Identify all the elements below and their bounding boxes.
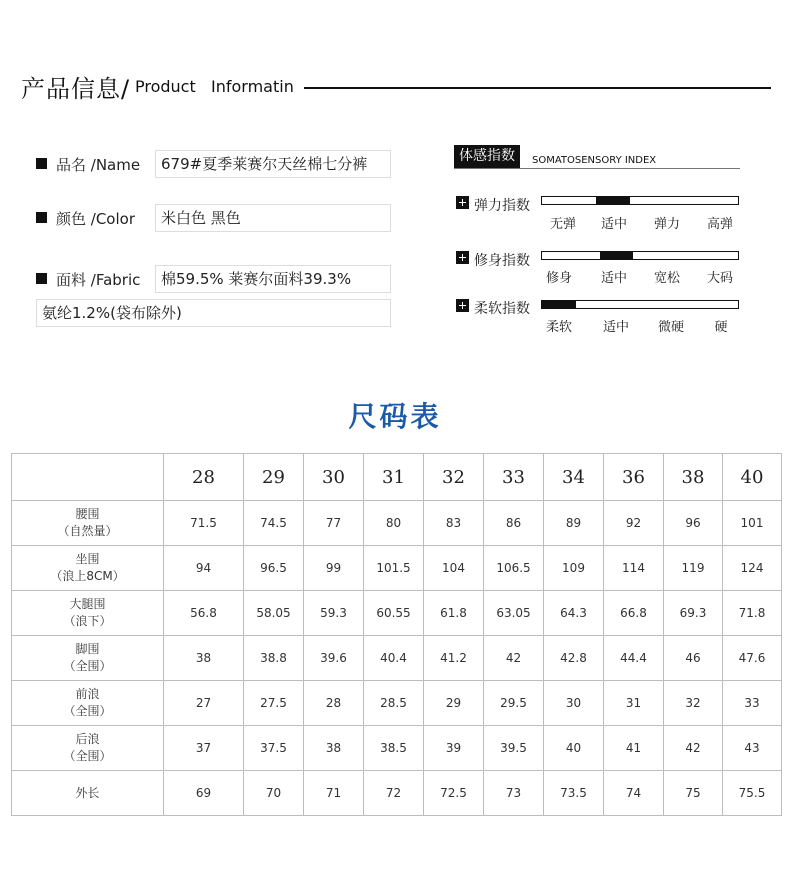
fabric-label: 面料 /Fabric: [56, 271, 141, 289]
table-cell: 106.5: [484, 546, 544, 591]
bullet-square-icon: [36, 158, 47, 169]
row-label: 大腿围 （浪下）: [12, 591, 164, 636]
table-cell: 38: [304, 726, 364, 771]
elasticity-tick: 弹力: [653, 217, 680, 232]
table-cell: 73: [484, 771, 544, 816]
comfort-title: 体感指数: [454, 145, 520, 168]
color-value: 米白色 黑色: [155, 204, 391, 232]
table-cell: 124: [723, 546, 782, 591]
table-cell: 73.5: [544, 771, 604, 816]
size-header-cell: 30: [304, 454, 364, 501]
table-cell: 94: [164, 546, 244, 591]
row-label: 脚围 （全围）: [12, 636, 164, 681]
table-row: [12, 501, 782, 546]
fit-tick: 适中: [600, 271, 627, 286]
table-cell: 43: [723, 726, 782, 771]
table-cell: 60.55: [364, 591, 424, 636]
table-cell: 37.5: [244, 726, 304, 771]
table-cell: 41: [604, 726, 664, 771]
size-header-cell: 36: [604, 454, 664, 501]
bullet-square-icon: [36, 273, 47, 284]
table-cell: 72: [364, 771, 424, 816]
table-cell: 56.8: [164, 591, 244, 636]
elasticity-tick: 适中: [600, 217, 627, 232]
size-header-cell: 29: [244, 454, 304, 501]
table-cell: 80: [364, 501, 424, 546]
fabric-value-line2: 氨纶1.2%(袋布除外): [36, 299, 391, 327]
table-cell: 77: [304, 501, 364, 546]
table-cell: 66.8: [604, 591, 664, 636]
row-label: 腰围 （自然量）: [12, 501, 164, 546]
softness-tick: 微硬: [657, 320, 684, 335]
table-cell: 89: [544, 501, 604, 546]
row-label: 坐围 （浪上8CM）: [12, 546, 164, 591]
size-header-cell: 40: [723, 454, 782, 501]
table-cell: 39.6: [304, 636, 364, 681]
table-row: [12, 681, 782, 726]
elasticity-tick: 无弹: [549, 217, 576, 232]
color-label: 颜色 /Color: [56, 210, 135, 228]
table-cell: 83: [424, 501, 484, 546]
table-cell: 29: [424, 681, 484, 726]
size-header-cell: 33: [484, 454, 544, 501]
fit-name: 修身指数: [474, 253, 530, 269]
row-label: 外长: [12, 771, 164, 816]
table-cell: 40: [544, 726, 604, 771]
table-cell: 41.2: [424, 636, 484, 681]
table-cell: 42: [484, 636, 544, 681]
table-cell: 96: [664, 501, 723, 546]
table-cell: 63.05: [484, 591, 544, 636]
header-title-cn: 产品信息/: [21, 75, 131, 103]
size-header-cell: 32: [424, 454, 484, 501]
size-header-cell: 31: [364, 454, 424, 501]
size-chart-title: 尺码表: [348, 400, 442, 433]
row-label: 前浪 （全围）: [12, 681, 164, 726]
table-cell: 27: [164, 681, 244, 726]
table-cell: 47.6: [723, 636, 782, 681]
table-cell: 101: [723, 501, 782, 546]
size-header-cell: 38: [664, 454, 723, 501]
elasticity-level-marker: [596, 197, 630, 204]
table-cell: 71: [304, 771, 364, 816]
section-header: [21, 66, 771, 103]
fit-level-marker: [600, 252, 633, 259]
table-cell: 30: [544, 681, 604, 726]
size-header-cell: 34: [544, 454, 604, 501]
table-cell: 86: [484, 501, 544, 546]
fit-tick: 宽松: [653, 271, 680, 286]
table-row: [12, 636, 782, 681]
header-rule: [304, 87, 771, 89]
comfort-rule: [454, 168, 740, 169]
table-cell: 114: [604, 546, 664, 591]
table-cell: 72.5: [424, 771, 484, 816]
table-cell: 59.3: [304, 591, 364, 636]
table-cell: 75: [664, 771, 723, 816]
name-value: 679#夏季莱赛尔天丝棉七分裤: [155, 150, 391, 178]
table-cell: 39.5: [484, 726, 544, 771]
elasticity-name: 弹力指数: [474, 198, 530, 214]
table-cell: 31: [604, 681, 664, 726]
table-cell: 96.5: [244, 546, 304, 591]
table-cell: 69.3: [664, 591, 723, 636]
corner-cell: [12, 454, 164, 501]
fit-bar: [541, 251, 739, 260]
table-row: [12, 726, 782, 771]
table-cell: 38.5: [364, 726, 424, 771]
table-cell: 42: [664, 726, 723, 771]
fabric-value-line1: 棉59.5% 莱赛尔面料39.3%: [155, 265, 391, 293]
row-label: 后浪 （全围）: [12, 726, 164, 771]
softness-tick: 柔软: [545, 320, 572, 335]
table-cell: 75.5: [723, 771, 782, 816]
table-cell: 104: [424, 546, 484, 591]
fit-tick: 大码: [706, 271, 733, 286]
table-cell: 39: [424, 726, 484, 771]
name-label: 品名 /Name: [56, 156, 141, 174]
table-cell: 44.4: [604, 636, 664, 681]
table-cell: 40.4: [364, 636, 424, 681]
table-cell: 71.5: [164, 501, 244, 546]
table-cell: 101.5: [364, 546, 424, 591]
table-cell: 70: [244, 771, 304, 816]
table-cell: 109: [544, 546, 604, 591]
table-row: [12, 771, 782, 816]
table-cell: 74.5: [244, 501, 304, 546]
softness-name: 柔软指数: [474, 301, 530, 317]
table-cell: 46: [664, 636, 723, 681]
size-header-cell: 28: [164, 454, 244, 501]
plus-icon: [456, 196, 469, 209]
table-cell: 38: [164, 636, 244, 681]
table-cell: 99: [304, 546, 364, 591]
table-cell: 119: [664, 546, 723, 591]
table-row: [12, 591, 782, 636]
softness-tick: 适中: [602, 320, 629, 335]
size-header-row: [12, 454, 782, 501]
table-cell: 29.5: [484, 681, 544, 726]
comfort-subtitle: SOMATOSENSORY INDEX: [532, 155, 657, 166]
table-cell: 58.05: [244, 591, 304, 636]
table-cell: 74: [604, 771, 664, 816]
table-cell: 71.8: [723, 591, 782, 636]
fit-tick: 修身: [545, 271, 572, 286]
table-row: [12, 546, 782, 591]
header-title-en: Product Informatin: [135, 77, 294, 96]
table-cell: 37: [164, 726, 244, 771]
table-cell: 61.8: [424, 591, 484, 636]
bullet-square-icon: [36, 212, 47, 223]
elasticity-bar: [541, 196, 739, 205]
size-table: [11, 453, 782, 816]
elasticity-tick: 高弹: [706, 217, 733, 232]
table-cell: 38.8: [244, 636, 304, 681]
table-cell: 27.5: [244, 681, 304, 726]
table-cell: 32: [664, 681, 723, 726]
softness-bar: [541, 300, 739, 309]
table-cell: 28: [304, 681, 364, 726]
softness-tick: 硬: [714, 320, 728, 335]
softness-level-marker: [542, 301, 576, 308]
table-cell: 33: [723, 681, 782, 726]
table-cell: 69: [164, 771, 244, 816]
table-cell: 64.3: [544, 591, 604, 636]
table-cell: 92: [604, 501, 664, 546]
plus-icon: [456, 251, 469, 264]
table-cell: 28.5: [364, 681, 424, 726]
plus-icon: [456, 299, 469, 312]
table-cell: 42.8: [544, 636, 604, 681]
